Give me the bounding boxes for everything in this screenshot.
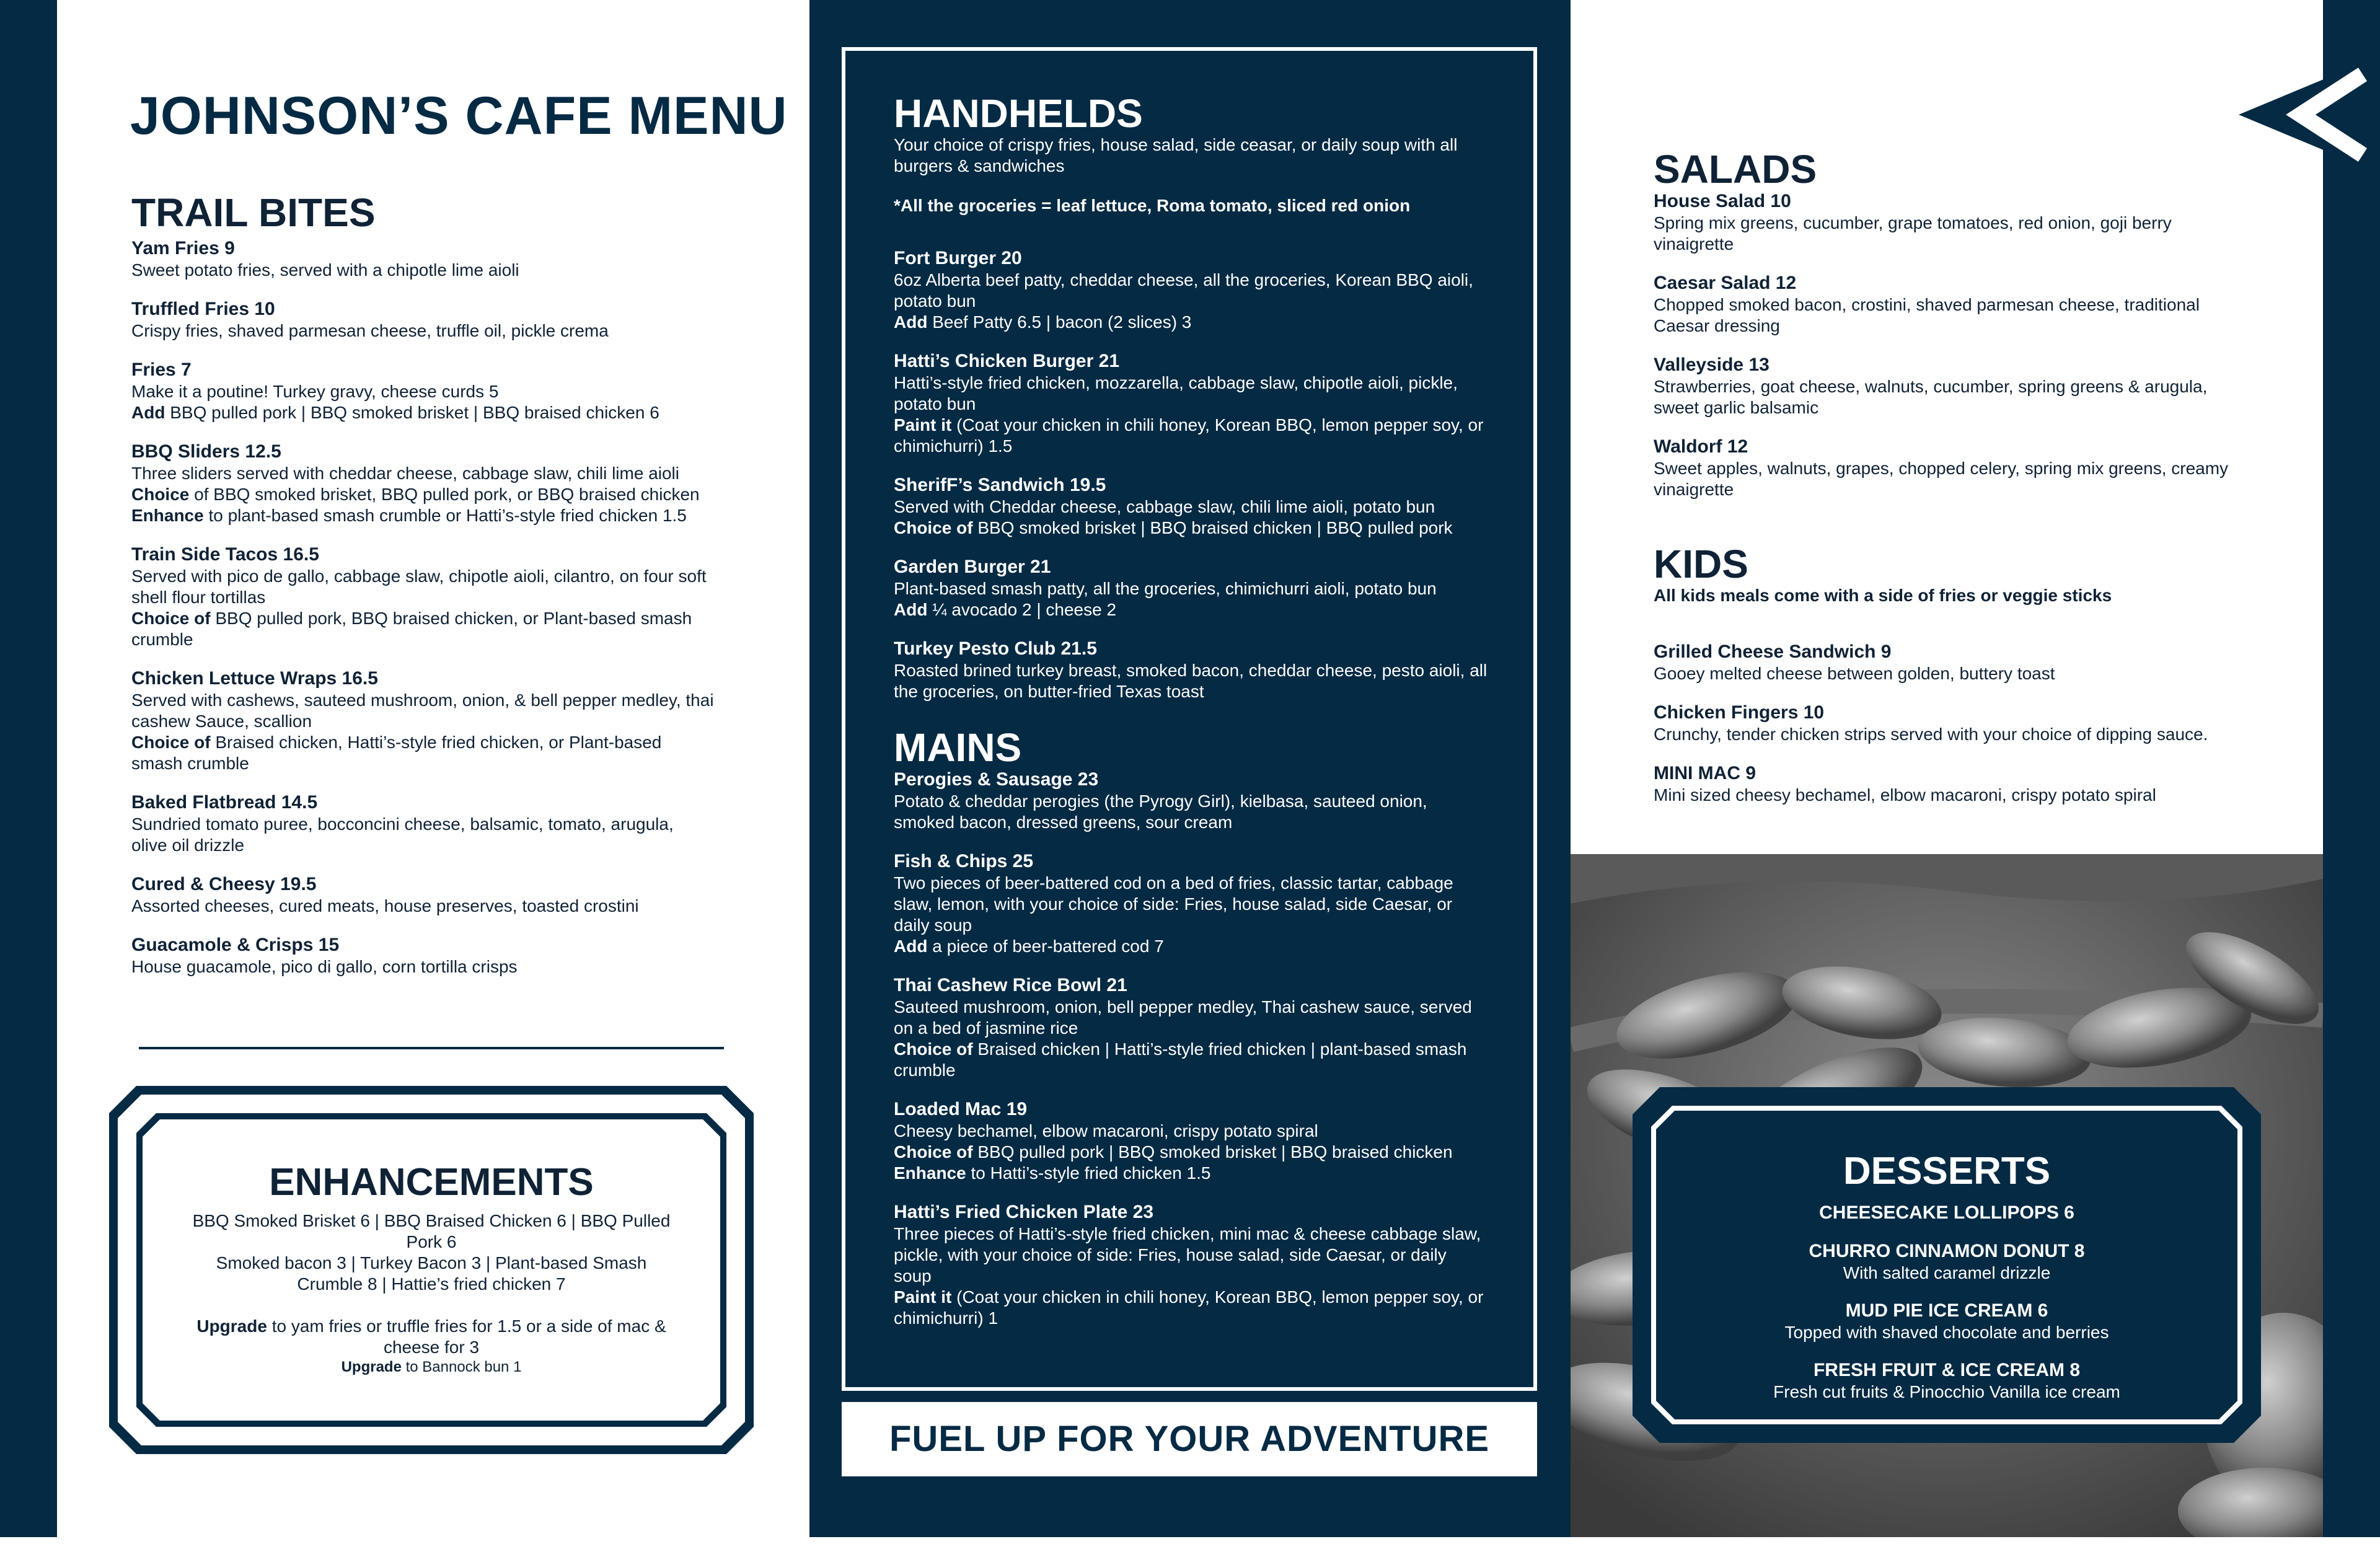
kids-item <box>1654 641 2249 684</box>
mains-item <box>894 974 1489 1081</box>
tagline-banner <box>842 1402 1537 1476</box>
trail-bites-item-desc: Sundried tomato puree, bocconcini cheese, balsamic, tomato, arugula, olive oil drizzle <box>131 814 674 855</box>
trail-bites-option-text: BBQ pulled pork, BBQ braised chicken, or Plant-based smash crumble <box>131 609 692 650</box>
chevron-left-icon <box>2239 56 2380 174</box>
salads-item <box>1654 190 2249 255</box>
mains-item-desc: Three pieces of Hatti’s-style fried chicken, mini mac & cheese cabbage slaw, pickle, with your choice of side: Fries, house salad, side Caesar, or daily soup <box>894 1224 1481 1286</box>
trail-bites-item <box>131 441 714 526</box>
mains-item-desc: Potato & cheddar perogies (the Pyrogy Girl), kielbasa, sauteed onion, smoked bacon, dressed greens, sour cream <box>894 791 1427 832</box>
dessert-item <box>1670 1300 2224 1343</box>
salads-item-desc: Strawberries, goat cheese, walnuts, cucumber, spring greens & arugula, sweet garlic balsamic <box>1654 377 2208 418</box>
dessert-item-name: CHEESECAKE LOLLIPOPS 6 <box>1819 1202 2074 1223</box>
trail-bites-option-text: of BBQ smoked brisket, BBQ pulled pork, or BBQ braised chicken <box>189 485 700 505</box>
bottom-margin <box>0 1537 2380 1552</box>
dessert-item-name: CHURRO CINNAMON DONUT 8 <box>1809 1241 2085 1261</box>
dessert-item-name: MUD PIE ICE CREAM 6 <box>1845 1300 2048 1321</box>
mains-item-option <box>894 1039 1489 1081</box>
mains-item-name: Thai Cashew Rice Bowl 21 <box>894 975 1127 996</box>
mains-option-text: a piece of beer-battered cod 7 <box>927 937 1164 956</box>
handhelds-option-label: Paint it <box>894 415 952 435</box>
trail-bites-item-desc: Crispy fries, shaved parmesan cheese, truffle oil, pickle crema <box>131 321 609 341</box>
kids-item-name: MINI MAC 9 <box>1654 763 1756 784</box>
handhelds-item-name: Turkey Pesto Club 21.5 <box>894 638 1097 659</box>
mains-item-option <box>894 1142 1489 1163</box>
mains-option-text: to Hatti’s-style fried chicken 1.5 <box>966 1163 1211 1183</box>
mains-list <box>894 769 1489 1329</box>
mains-title: MAINS <box>894 725 1022 770</box>
handhelds-option-label: Add <box>894 600 928 620</box>
desserts-list <box>1670 1202 2224 1403</box>
salads-item-desc: Chopped smoked bacon, crostini, shaved parmesan cheese, traditional Caesar dressing <box>1654 295 2200 336</box>
mains-option-label: Add <box>894 937 928 956</box>
trail-bites-item-name: Yam Fries 9 <box>131 238 235 259</box>
trail-bites-item-name: Baked Flatbread 14.5 <box>131 792 318 813</box>
trail-bites-item-desc: Sweet potato fries, served with a chipotle lime aioli <box>131 260 519 280</box>
handhelds-title: HANDHELDS <box>894 91 1143 136</box>
upgrade-bun-line <box>183 1358 679 1377</box>
mains-option-text: (Coat your chicken in chili honey, Korean BBQ, lemon pepper soy, or chimichurri) 1 <box>894 1287 1484 1328</box>
trail-bites-item-name: Train Side Tacos 16.5 <box>131 544 319 565</box>
dessert-item-desc: With salted caramel drizzle <box>1843 1263 2051 1282</box>
mains-item <box>894 850 1489 957</box>
trail-bites-item-name: Truffled Fries 10 <box>131 299 275 320</box>
trail-bites-item-desc: Make it a poutine! Turkey gravy, cheese curds 5 <box>131 382 499 402</box>
enhancements-box <box>109 1086 754 1454</box>
handhelds-item <box>894 474 1489 539</box>
upgrade-text: to yam fries or truffle fries for 1.5 or a side of mac & cheese for 3 <box>267 1316 666 1357</box>
trail-bites-item <box>131 873 714 917</box>
handhelds-item-desc: 6oz Alberta beef patty, cheddar cheese, all the groceries, Korean BBQ aioli, potato bun <box>894 270 1473 311</box>
right-content <box>1654 149 2249 823</box>
mains-item <box>894 1098 1489 1184</box>
upgrade-bun-text: to Bannock bun 1 <box>401 1359 522 1375</box>
mains-item <box>894 769 1489 833</box>
mains-option-label: Choice of <box>894 1142 973 1162</box>
mains-option-label: Enhance <box>894 1163 966 1183</box>
handhelds-option-text: Beef Patty 6.5 | bacon (2 slices) 3 <box>927 312 1192 332</box>
trail-bites-item-name: Guacamole & Crisps 15 <box>131 935 340 956</box>
kids-item-name: Chicken Fingers 10 <box>1654 702 1825 723</box>
trail-bites-item <box>131 298 714 342</box>
trail-bites-item-desc: Three sliders served with cheddar cheese, cabbage slaw, chili lime aioli <box>131 464 679 483</box>
handhelds-item-option <box>894 599 1489 620</box>
handhelds-groceries-note: *All the groceries = leaf lettuce, Roma tomato, sliced red onion <box>894 196 1411 216</box>
handhelds-item-desc: Served with Cheddar cheese, cabbage slaw, chili lime aioli, potato bun <box>894 497 1435 517</box>
trail-bites-item-desc: Served with cashews, sauteed mushroom, onion, & bell pepper medley, thai cashew Sauce, scallion <box>131 690 714 731</box>
upgrade-line <box>183 1316 679 1358</box>
handhelds-option-text: ¼ avocado 2 | cheese 2 <box>927 600 1117 620</box>
trail-bites-item <box>131 544 714 650</box>
trail-bites-option-label: Choice of <box>131 609 211 628</box>
handhelds-item-name: SherifF’s Sandwich 19.5 <box>894 475 1106 496</box>
handhelds-option-text: (Coat your chicken in chili honey, Korean BBQ, lemon pepper soy, or chimichurri) 1.5 <box>894 415 1484 456</box>
upgrade-label: Upgrade <box>196 1316 267 1336</box>
mains-option-text: Braised chicken | Hatti’s-style fried chicken | plant-based smash crumble <box>894 1039 1467 1080</box>
kids-item-desc: Crunchy, tender chicken strips served with your choice of dipping sauce. <box>1654 725 2208 744</box>
trail-bites-option-label: Choice of <box>131 733 211 752</box>
trail-bites-item-option <box>131 484 714 505</box>
handhelds-option-label: Choice of <box>894 518 973 538</box>
trail-bites-option-text: BBQ pulled pork | BBQ smoked brisket | BBQ braised chicken 6 <box>165 403 659 423</box>
trail-bites-item-name: Chicken Lettuce Wraps 16.5 <box>131 668 378 689</box>
enhancements-title: ENHANCEMENTS <box>269 1161 594 1204</box>
left-navy-strip <box>0 0 57 1552</box>
trail-bites-item <box>131 237 714 281</box>
trail-bites-item <box>131 668 714 774</box>
mains-item-option <box>894 1163 1489 1184</box>
handhelds-intro: Your choice of crispy fries, house salad, side ceasar, or daily soup with all burgers & sandwiches <box>894 135 1458 176</box>
mains-item-option <box>894 1287 1489 1329</box>
handhelds-item-desc: Hatti’s-style fried chicken, mozzarella, cabbage slaw, chipotle aioli, pickle, potato bun <box>894 373 1458 414</box>
mains-item-desc: Two pieces of beer-battered cod on a bed of fries, classic tartar, cabbage slaw, lemon, with your choice of side: Fries, house salad, side Caesar, or daily soup <box>894 873 1453 935</box>
mains-item-desc: Cheesy bechamel, elbow macaroni, crispy potato spiral <box>894 1121 1318 1141</box>
trail-bites-item-desc: Served with pico de gallo, cabbage slaw, chipotle aioli, cilantro, on four soft shell flour tortillas <box>131 567 707 607</box>
kids-item-desc: Gooey melted cheese between golden, buttery toast <box>1654 664 2055 684</box>
trail-bites-item-name: Fries 7 <box>131 359 192 381</box>
salads-list <box>1654 190 2249 500</box>
handhelds-option-text: BBQ smoked brisket | BBQ braised chicken | BBQ pulled pork <box>972 518 1453 538</box>
mains-item <box>894 1201 1489 1329</box>
trail-bites-item-name: BBQ Sliders 12.5 <box>131 441 281 462</box>
handhelds-item-option <box>894 415 1489 457</box>
trail-bites-option-text: Braised chicken, Hatti’s-style fried chicken, or Plant-based smash crumble <box>131 733 662 774</box>
handhelds-item-option <box>894 518 1489 539</box>
mains-item-name: Perogies & Sausage 23 <box>894 769 1099 790</box>
salads-item <box>1654 436 2249 500</box>
section-divider <box>139 1047 724 1049</box>
dessert-item-desc: Fresh cut fruits & Pinocchio Vanilla ice cream <box>1773 1382 2120 1401</box>
salads-title: SALADS <box>1654 147 1817 192</box>
trail-bites-item-name: Cured & Cheesy 19.5 <box>131 874 317 895</box>
handhelds-item-desc: Plant-based smash patty, all the groceries, chimichurri aioli, potato bun <box>894 579 1437 599</box>
trail-bites-title: TRAIL BITES <box>131 190 376 235</box>
salads-item-desc: Spring mix greens, cucumber, grape tomatoes, red onion, goji berry vinaigrette <box>1654 213 2172 254</box>
kids-item-desc: Mini sized cheesy bechamel, elbow macaroni, crispy potato spiral <box>1654 785 2156 805</box>
trail-bites-list <box>131 237 714 977</box>
dessert-item <box>1670 1359 2224 1403</box>
enhancements-content <box>183 1160 679 1377</box>
trail-bites-section <box>131 192 714 995</box>
mains-option-label: Paint it <box>894 1287 952 1307</box>
trail-bites-option-label: Choice <box>131 485 190 505</box>
trail-bites-option-text: to plant-based smash crumble or Hatti’s-style fried chicken 1.5 <box>203 506 687 526</box>
kids-title: KIDS <box>1654 542 1748 587</box>
trail-bites-item-option <box>131 505 714 526</box>
trail-bites-option-label: Enhance <box>131 506 204 526</box>
salads-item <box>1654 272 2249 337</box>
handhelds-item <box>894 556 1489 620</box>
right-navy-strip <box>2323 0 2380 1552</box>
middle-content <box>894 93 1489 1346</box>
handhelds-item <box>894 350 1489 457</box>
salads-item <box>1654 354 2249 418</box>
trail-bites-item-desc: Assorted cheeses, cured meats, house preserves, toasted crostini <box>131 896 639 916</box>
handhelds-item-name: Garden Burger 21 <box>894 557 1051 578</box>
handhelds-item-option <box>894 312 1489 333</box>
trail-bites-item <box>131 934 714 977</box>
trail-bites-item <box>131 359 714 423</box>
kids-list <box>1654 641 2249 806</box>
handhelds-item <box>894 247 1489 333</box>
handhelds-list <box>894 247 1489 702</box>
mains-item-name: Loaded Mac 19 <box>894 1099 1028 1120</box>
handhelds-item-name: Fort Burger 20 <box>894 248 1022 269</box>
handhelds-item-desc: Roasted brined turkey breast, smoked bacon, cheddar cheese, pesto aioli, all the groceries, on butter-fried Texas toast <box>894 661 1488 702</box>
salads-item-name: House Salad 10 <box>1654 191 1791 212</box>
salads-item-name: Caesar Salad 12 <box>1654 273 1797 294</box>
dessert-item <box>1670 1202 2224 1224</box>
desserts-title: DESSERTS <box>1843 1150 2051 1193</box>
enhancements-line-2: Smoked bacon 3 | Turkey Bacon 3 | Plant-based Smash Crumble 8 | Hattie’s fried chicken 7 <box>216 1253 647 1294</box>
desserts-box <box>1633 1087 2261 1443</box>
mains-item-desc: Sauteed mushroom, onion, bell pepper medley, Thai cashew sauce, served on a bed of jasmine rice <box>894 997 1472 1038</box>
handhelds-item-name: Hatti’s Chicken Burger 21 <box>894 351 1119 372</box>
trail-bites-item-option <box>131 608 714 650</box>
tagline-text: FUEL UP FOR YOUR ADVENTURE <box>889 1419 1490 1459</box>
desserts-content <box>1670 1149 2224 1419</box>
dessert-item <box>1670 1240 2224 1284</box>
handhelds-item <box>894 638 1489 702</box>
salads-item-name: Waldorf 12 <box>1654 436 1748 457</box>
trail-bites-item-desc: House guacamole, pico di gallo, corn tortilla crisps <box>131 957 518 977</box>
page-title: JOHNSON’S CAFE MENU <box>130 86 788 146</box>
mains-item-name: Hatti’s Fried Chicken Plate 23 <box>894 1202 1154 1223</box>
enhancements-line-1: BBQ Smoked Brisket 6 | BBQ Braised Chicken 6 | BBQ Pulled Pork 6 <box>192 1211 671 1251</box>
dessert-item-name: FRESH FRUIT & ICE CREAM 8 <box>1813 1360 2081 1380</box>
mains-item-option <box>894 936 1489 957</box>
trail-bites-item-option <box>131 732 714 774</box>
mains-option-label: Choice of <box>894 1039 973 1059</box>
mains-item-name: Fish & Chips 25 <box>894 851 1034 872</box>
salads-item-name: Valleyside 13 <box>1654 355 1770 376</box>
mains-option-text: BBQ pulled pork | BBQ smoked brisket | BBQ braised chicken <box>972 1142 1453 1162</box>
trail-bites-item-option <box>131 402 714 423</box>
dessert-item-desc: Topped with shaved chocolate and berries <box>1784 1323 2109 1342</box>
trail-bites-option-label: Add <box>131 403 165 423</box>
kids-note: All kids meals come with a side of fries or veggie sticks <box>1654 586 2112 606</box>
handhelds-option-label: Add <box>894 312 928 332</box>
salads-item-desc: Sweet apples, walnuts, grapes, chopped celery, spring mix greens, creamy vinaigrette <box>1654 459 2229 500</box>
kids-item <box>1654 702 2249 745</box>
kids-item-name: Grilled Cheese Sandwich 9 <box>1654 642 1892 663</box>
trail-bites-item <box>131 791 714 856</box>
upgrade-bun-label: Upgrade <box>341 1359 402 1375</box>
kids-item <box>1654 762 2249 806</box>
